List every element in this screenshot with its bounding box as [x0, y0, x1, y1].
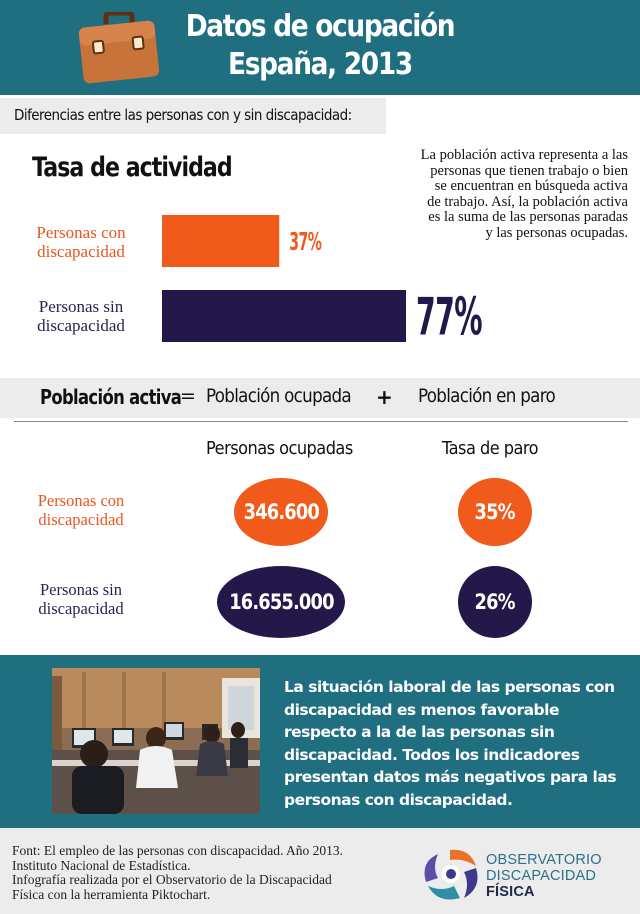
logo-line-3: FÍSICA — [486, 884, 535, 900]
briefcase-icon — [78, 12, 160, 84]
equation-plus: + — [376, 385, 392, 409]
bar-value-label: 77% — [416, 287, 482, 348]
subtitle: Diferencias entre las personas con y sin discapacidad: — [14, 106, 352, 124]
source-line-4: Física con la herramienta Piktochart. — [12, 886, 211, 902]
column-header-unemployment: Tasa de paro — [442, 438, 539, 459]
office-photo-illustration — [52, 668, 260, 814]
divider — [14, 421, 628, 422]
unemployment-value: 26% — [474, 590, 516, 614]
row-label-text: Personas sin discapacidad — [38, 580, 124, 618]
row-label-text: Personas con discapacidad — [37, 491, 125, 529]
source-line-1: Font: El empleo de las personas con discapacidad. Año 2013. — [12, 843, 344, 858]
unemployment-without-disability — [458, 566, 532, 638]
employed-value: 346.600 — [243, 500, 319, 524]
observatorio-logo-text — [486, 852, 602, 900]
equation-equals: = — [180, 385, 196, 407]
source-text — [12, 844, 412, 902]
page-title — [170, 8, 469, 84]
activity-explanation: La población activa representa a las personas que tienen trabajo o bien se encuentran en búsqueda activa de trabajo. Así, la población activa es la suma de las personas paradas y las personas ocupadas. — [420, 147, 628, 241]
chart-title: Tasa de actividad — [32, 152, 232, 183]
unemployment-with-disability — [458, 478, 532, 546]
bar-without-disability — [162, 290, 406, 342]
row-label-with-disability — [8, 491, 154, 529]
conclusion-text: La situación laboral de las personas con discapacidad es menos favorable respecto a la de las personas sin discapacidad. Todos los indicadores presentan datos más negativos para las personas con discapacidad. — [284, 678, 617, 809]
category-label-text: Personas con discapacidad — [36, 223, 126, 261]
equation-term-employed: Población ocupada — [206, 385, 351, 407]
observatorio-logo-icon — [420, 846, 482, 902]
column-header-employed: Personas ocupadas — [206, 438, 353, 459]
equation-term-unemployed: Población en paro — [418, 385, 556, 407]
logo-line-2: DISCAPACIDAD — [486, 868, 597, 884]
source-line-3: Infografía realizada por el Observatorio de la Discapacidad — [12, 872, 332, 887]
bar-value-label: 37% — [289, 227, 322, 256]
category-label-text: Personas sin discapacidad — [37, 297, 125, 335]
employed-value: 16.655.000 — [228, 590, 334, 614]
bar-with-disability — [162, 215, 279, 267]
employed-without-disability — [217, 566, 345, 638]
title-line-1: Datos de ocupación — [185, 9, 455, 44]
title-line-2: España, 2013 — [228, 47, 412, 82]
equation-left: Población activa — [40, 385, 182, 409]
office-photo — [52, 668, 260, 814]
employed-with-disability — [234, 478, 328, 546]
logo-line-1: OBSERVATORIO — [486, 852, 602, 868]
row-label-without-disability — [8, 580, 154, 618]
source-line-2: Instituto Nacional de Estadística. — [12, 857, 191, 873]
unemployment-value: 35% — [474, 500, 516, 524]
